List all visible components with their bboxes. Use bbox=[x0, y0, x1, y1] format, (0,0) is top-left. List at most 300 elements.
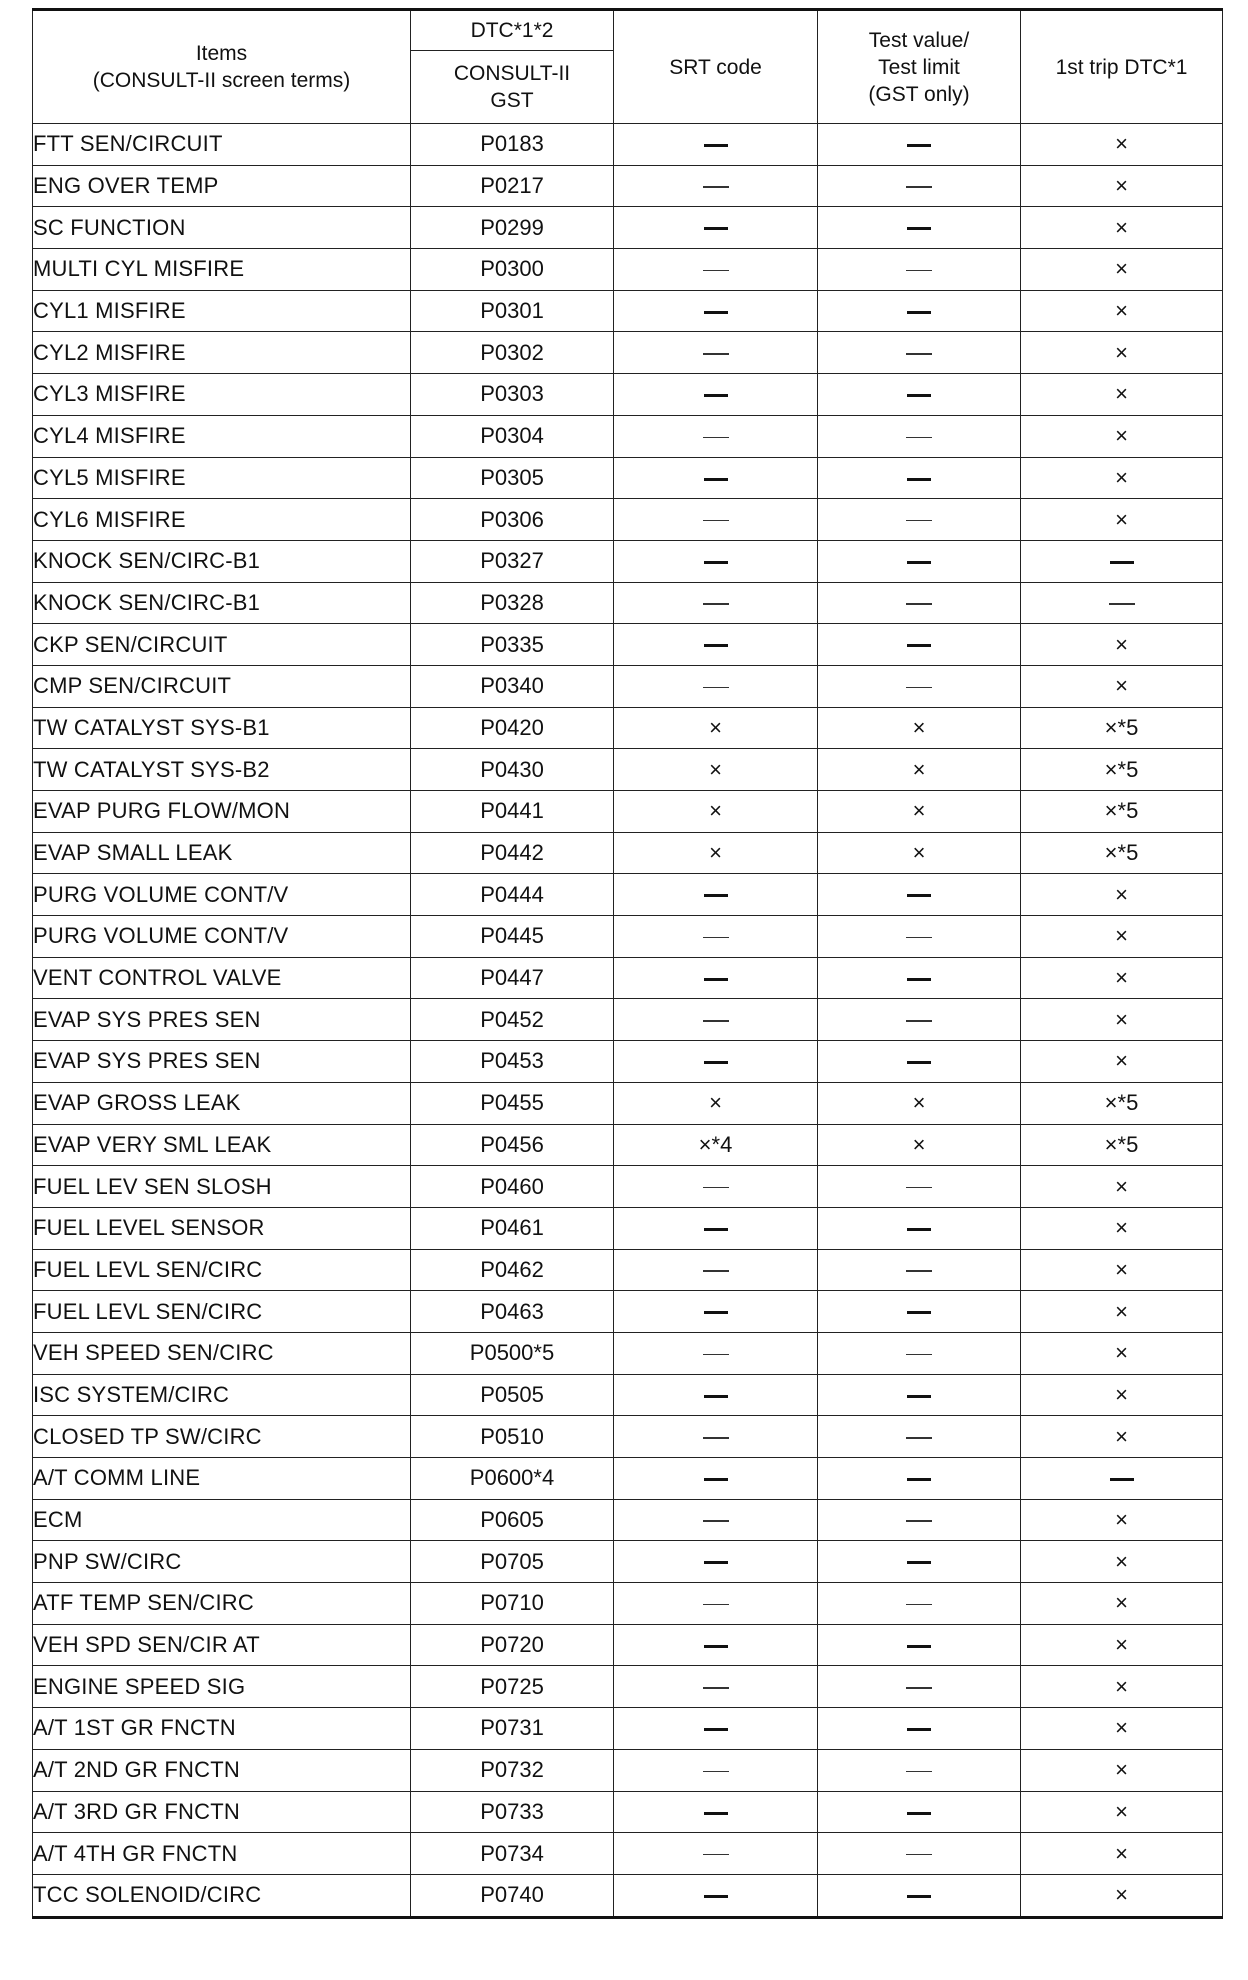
dtc-cell: P0444 bbox=[411, 874, 614, 916]
first-trip-dtc-cell: ×*5 bbox=[1021, 749, 1223, 791]
dash-mark bbox=[906, 687, 932, 689]
first-trip-dtc-cell: × bbox=[1021, 665, 1223, 707]
item-cell: A/T 1ST GR FNCTN bbox=[33, 1708, 411, 1750]
dtc-cell: P0300 bbox=[411, 249, 614, 291]
table-row bbox=[33, 1041, 1223, 1083]
srt-code-cell bbox=[614, 1791, 818, 1833]
dash-mark bbox=[906, 1270, 932, 1272]
table-row bbox=[33, 1791, 1223, 1833]
srt-code-cell bbox=[614, 1874, 818, 1917]
table-row bbox=[33, 540, 1223, 582]
dtc-cell: P0304 bbox=[411, 415, 614, 457]
dtc-cell: P0303 bbox=[411, 374, 614, 416]
dash-mark bbox=[906, 1771, 932, 1773]
dash-mark bbox=[906, 437, 932, 439]
test-value-cell: × bbox=[818, 832, 1021, 874]
item-cell: SC FUNCTION bbox=[33, 207, 411, 249]
test-value-cell: × bbox=[818, 791, 1021, 833]
header-test-line1: Test value/ bbox=[868, 28, 970, 52]
dash-mark bbox=[704, 1895, 728, 1898]
table-row bbox=[33, 1666, 1223, 1708]
dash-mark bbox=[1110, 1478, 1134, 1481]
test-value-cell bbox=[818, 999, 1021, 1041]
dash-mark bbox=[704, 394, 728, 397]
test-value-cell bbox=[818, 1624, 1021, 1666]
dtc-cell: P0306 bbox=[411, 499, 614, 541]
table-row bbox=[33, 1833, 1223, 1875]
item-cell: CYL4 MISFIRE bbox=[33, 415, 411, 457]
test-value-cell bbox=[818, 457, 1021, 499]
dtc-cell: P0447 bbox=[411, 957, 614, 999]
srt-code-cell: × bbox=[614, 832, 818, 874]
srt-code-cell bbox=[614, 1166, 818, 1208]
srt-code-cell bbox=[614, 1833, 818, 1875]
dash-mark bbox=[703, 520, 729, 522]
dash-mark bbox=[703, 270, 729, 272]
table-row bbox=[33, 332, 1223, 374]
dash-mark bbox=[703, 937, 729, 939]
dash-mark bbox=[703, 1270, 729, 1272]
test-value-cell bbox=[818, 665, 1021, 707]
dash-mark bbox=[703, 437, 729, 439]
first-trip-dtc-cell: × bbox=[1021, 1416, 1223, 1458]
table-row bbox=[33, 665, 1223, 707]
dash-mark bbox=[1110, 561, 1134, 564]
dash-mark bbox=[907, 1311, 931, 1314]
dtc-cell: P0710 bbox=[411, 1583, 614, 1625]
first-trip-dtc-cell: × bbox=[1021, 165, 1223, 207]
test-value-cell bbox=[818, 374, 1021, 416]
srt-code-cell bbox=[614, 1666, 818, 1708]
first-trip-dtc-cell: ×*5 bbox=[1021, 1124, 1223, 1166]
dtc-cell: P0301 bbox=[411, 290, 614, 332]
dtc-cell: P0453 bbox=[411, 1041, 614, 1083]
dash-mark bbox=[704, 1311, 728, 1314]
dtc-cell: P0733 bbox=[411, 1791, 614, 1833]
srt-code-cell bbox=[614, 1458, 818, 1500]
srt-code-cell bbox=[614, 624, 818, 666]
first-trip-dtc-cell: × bbox=[1021, 415, 1223, 457]
dash-mark bbox=[704, 894, 728, 897]
srt-code-cell bbox=[614, 1041, 818, 1083]
dash-mark bbox=[907, 1812, 931, 1815]
first-trip-dtc-cell: ×*5 bbox=[1021, 791, 1223, 833]
test-value-cell bbox=[818, 1416, 1021, 1458]
item-cell: A/T 4TH GR FNCTN bbox=[33, 1833, 411, 1875]
first-trip-dtc-cell: × bbox=[1021, 290, 1223, 332]
item-cell: VENT CONTROL VALVE bbox=[33, 957, 411, 999]
item-cell: EVAP VERY SML LEAK bbox=[33, 1124, 411, 1166]
header-dtc-sub-line2: GST bbox=[490, 89, 534, 112]
test-value-cell bbox=[818, 1583, 1021, 1625]
item-cell: ATF TEMP SEN/CIRC bbox=[33, 1583, 411, 1625]
first-trip-dtc-cell: × bbox=[1021, 457, 1223, 499]
srt-code-cell bbox=[614, 374, 818, 416]
item-cell: A/T COMM LINE bbox=[33, 1458, 411, 1500]
header-dtc-group: DTC*1*2 bbox=[411, 10, 614, 51]
dtc-cell: P0463 bbox=[411, 1291, 614, 1333]
table-row bbox=[33, 832, 1223, 874]
dash-mark bbox=[907, 1395, 931, 1398]
dash-mark bbox=[704, 227, 728, 230]
srt-code-cell: × bbox=[614, 749, 818, 791]
item-cell: TCC SOLENOID/CIRC bbox=[33, 1874, 411, 1917]
item-cell: FUEL LEVL SEN/CIRC bbox=[33, 1291, 411, 1333]
table-row bbox=[33, 957, 1223, 999]
item-cell: CYL6 MISFIRE bbox=[33, 499, 411, 541]
dtc-cell: P0299 bbox=[411, 207, 614, 249]
dash-mark bbox=[704, 1645, 728, 1648]
dash-mark bbox=[703, 353, 729, 355]
srt-code-cell bbox=[614, 1332, 818, 1374]
dtc-cell: P0430 bbox=[411, 749, 614, 791]
table-row bbox=[33, 999, 1223, 1041]
dash-mark bbox=[906, 1354, 932, 1356]
dtc-cell: P0725 bbox=[411, 1666, 614, 1708]
dtc-cell: P0500*5 bbox=[411, 1332, 614, 1374]
dtc-cell: P0731 bbox=[411, 1708, 614, 1750]
dash-mark bbox=[906, 1187, 932, 1189]
dash-mark bbox=[906, 1854, 932, 1856]
srt-code-cell bbox=[614, 540, 818, 582]
item-cell: EVAP GROSS LEAK bbox=[33, 1082, 411, 1124]
table-row bbox=[33, 1124, 1223, 1166]
dtc-cell: P0420 bbox=[411, 707, 614, 749]
srt-code-cell bbox=[614, 1541, 818, 1583]
first-trip-dtc-cell: × bbox=[1021, 374, 1223, 416]
dash-mark bbox=[906, 1604, 932, 1606]
table-row bbox=[33, 1082, 1223, 1124]
table-row bbox=[33, 874, 1223, 916]
dash-mark bbox=[1109, 603, 1135, 605]
dtc-cell: P0445 bbox=[411, 916, 614, 958]
item-cell: ISC SYSTEM/CIRC bbox=[33, 1374, 411, 1416]
srt-code-cell bbox=[614, 1207, 818, 1249]
table-row bbox=[33, 1749, 1223, 1791]
dash-mark bbox=[906, 186, 932, 188]
table-body bbox=[33, 124, 1223, 1918]
test-value-cell bbox=[818, 1458, 1021, 1500]
table-row bbox=[33, 1708, 1223, 1750]
table-row bbox=[33, 1332, 1223, 1374]
item-cell: FUEL LEVEL SENSOR bbox=[33, 1207, 411, 1249]
dash-mark bbox=[704, 1728, 728, 1731]
item-cell: FTT SEN/CIRCUIT bbox=[33, 124, 411, 166]
item-cell: PURG VOLUME CONT/V bbox=[33, 916, 411, 958]
table-row bbox=[33, 1207, 1223, 1249]
table-row bbox=[33, 582, 1223, 624]
first-trip-dtc-cell: × bbox=[1021, 1541, 1223, 1583]
first-trip-dtc-cell: × bbox=[1021, 1624, 1223, 1666]
dash-mark bbox=[906, 1520, 932, 1522]
dash-mark bbox=[906, 270, 932, 272]
dash-mark bbox=[907, 1561, 931, 1564]
dash-mark bbox=[704, 1395, 728, 1398]
table-row bbox=[33, 374, 1223, 416]
dtc-cell: P0183 bbox=[411, 124, 614, 166]
dash-mark bbox=[704, 1228, 728, 1231]
first-trip-dtc-cell: × bbox=[1021, 957, 1223, 999]
test-value-cell bbox=[818, 1833, 1021, 1875]
header-dtc-sub bbox=[411, 51, 614, 124]
first-trip-dtc-cell: × bbox=[1021, 624, 1223, 666]
item-cell: KNOCK SEN/CIRC-B1 bbox=[33, 582, 411, 624]
dtc-cell: P0442 bbox=[411, 832, 614, 874]
dtc-cell: P0600*4 bbox=[411, 1458, 614, 1500]
srt-code-cell bbox=[614, 1374, 818, 1416]
first-trip-dtc-cell: ×*5 bbox=[1021, 1082, 1223, 1124]
item-cell: ENG OVER TEMP bbox=[33, 165, 411, 207]
dash-mark bbox=[907, 1895, 931, 1898]
srt-code-cell bbox=[614, 916, 818, 958]
dtc-cell: P0720 bbox=[411, 1624, 614, 1666]
srt-code-cell: ×*4 bbox=[614, 1124, 818, 1166]
header-1st-trip-dtc: 1st trip DTC*1 bbox=[1021, 10, 1223, 124]
item-cell: A/T 2ND GR FNCTN bbox=[33, 1749, 411, 1791]
item-cell: ECM bbox=[33, 1499, 411, 1541]
srt-code-cell: × bbox=[614, 1082, 818, 1124]
srt-code-cell bbox=[614, 999, 818, 1041]
item-cell: CYL2 MISFIRE bbox=[33, 332, 411, 374]
dash-mark bbox=[906, 937, 932, 939]
item-cell: EVAP SYS PRES SEN bbox=[33, 999, 411, 1041]
table-row bbox=[33, 457, 1223, 499]
srt-code-cell bbox=[614, 415, 818, 457]
test-value-cell bbox=[818, 415, 1021, 457]
dash-mark bbox=[703, 1854, 729, 1856]
item-cell: EVAP SYS PRES SEN bbox=[33, 1041, 411, 1083]
srt-code-cell bbox=[614, 1249, 818, 1291]
table-row bbox=[33, 290, 1223, 332]
dash-mark bbox=[704, 1061, 728, 1064]
table-row bbox=[33, 1583, 1223, 1625]
dash-mark bbox=[703, 1604, 729, 1606]
dtc-table-sheet bbox=[32, 8, 1223, 1919]
srt-code-cell: × bbox=[614, 791, 818, 833]
test-value-cell bbox=[818, 582, 1021, 624]
first-trip-dtc-cell: × bbox=[1021, 124, 1223, 166]
first-trip-dtc-cell: × bbox=[1021, 1499, 1223, 1541]
test-value-cell bbox=[818, 1666, 1021, 1708]
dtc-cell: P0461 bbox=[411, 1207, 614, 1249]
srt-code-cell bbox=[614, 1499, 818, 1541]
table-row bbox=[33, 165, 1223, 207]
test-value-cell bbox=[818, 1874, 1021, 1917]
first-trip-dtc-cell: × bbox=[1021, 1749, 1223, 1791]
first-trip-dtc-cell: × bbox=[1021, 1833, 1223, 1875]
table-row bbox=[33, 916, 1223, 958]
header-items-line1: Items bbox=[195, 42, 248, 65]
test-value-cell bbox=[818, 1249, 1021, 1291]
srt-code-cell bbox=[614, 124, 818, 166]
item-cell: EVAP PURG FLOW/MON bbox=[33, 791, 411, 833]
dash-mark bbox=[906, 1437, 932, 1439]
first-trip-dtc-cell: ×*5 bbox=[1021, 832, 1223, 874]
first-trip-dtc-cell: × bbox=[1021, 1791, 1223, 1833]
dash-mark bbox=[906, 1020, 932, 1022]
dash-mark bbox=[704, 644, 728, 647]
dash-mark bbox=[907, 1728, 931, 1731]
first-trip-dtc-cell: × bbox=[1021, 1666, 1223, 1708]
dash-mark bbox=[907, 644, 931, 647]
first-trip-dtc-cell bbox=[1021, 582, 1223, 624]
srt-code-cell bbox=[614, 1583, 818, 1625]
dash-mark bbox=[907, 978, 931, 981]
dash-mark bbox=[703, 687, 729, 689]
dash-mark bbox=[703, 1437, 729, 1439]
header-dtc-sub-line1: CONSULT-II bbox=[453, 62, 571, 85]
dash-mark bbox=[907, 311, 931, 314]
dtc-cell: P0732 bbox=[411, 1749, 614, 1791]
srt-code-cell: × bbox=[614, 707, 818, 749]
test-value-cell bbox=[818, 540, 1021, 582]
dash-mark bbox=[704, 1812, 728, 1815]
srt-code-cell bbox=[614, 207, 818, 249]
dtc-cell: P0462 bbox=[411, 1249, 614, 1291]
test-value-cell bbox=[818, 165, 1021, 207]
first-trip-dtc-cell: × bbox=[1021, 874, 1223, 916]
first-trip-dtc-cell: × bbox=[1021, 1332, 1223, 1374]
table-row bbox=[33, 624, 1223, 666]
header-test-line3: (GST only) bbox=[868, 82, 970, 106]
dtc-cell: P0441 bbox=[411, 791, 614, 833]
dash-mark bbox=[907, 894, 931, 897]
dash-mark bbox=[704, 1478, 728, 1481]
item-cell: KNOCK SEN/CIRC-B1 bbox=[33, 540, 411, 582]
first-trip-dtc-cell: × bbox=[1021, 1583, 1223, 1625]
dash-mark bbox=[704, 561, 728, 564]
dash-mark bbox=[906, 603, 932, 605]
first-trip-dtc-cell: × bbox=[1021, 499, 1223, 541]
dtc-cell: P0302 bbox=[411, 332, 614, 374]
srt-code-cell bbox=[614, 665, 818, 707]
dtc-cell: P0217 bbox=[411, 165, 614, 207]
item-cell: EVAP SMALL LEAK bbox=[33, 832, 411, 874]
dash-mark bbox=[704, 478, 728, 481]
dash-mark bbox=[704, 144, 728, 147]
dash-mark bbox=[704, 978, 728, 981]
dash-mark bbox=[703, 186, 729, 188]
item-cell: A/T 3RD GR FNCTN bbox=[33, 1791, 411, 1833]
test-value-cell bbox=[818, 1374, 1021, 1416]
test-value-cell: × bbox=[818, 707, 1021, 749]
srt-code-cell bbox=[614, 457, 818, 499]
srt-code-cell bbox=[614, 249, 818, 291]
first-trip-dtc-cell: × bbox=[1021, 207, 1223, 249]
test-value-cell: × bbox=[818, 1082, 1021, 1124]
first-trip-dtc-cell: × bbox=[1021, 1166, 1223, 1208]
table-row bbox=[33, 1874, 1223, 1917]
srt-code-cell bbox=[614, 332, 818, 374]
item-cell: VEH SPD SEN/CIR AT bbox=[33, 1624, 411, 1666]
test-value-cell bbox=[818, 1041, 1021, 1083]
test-value-cell bbox=[818, 290, 1021, 332]
dash-mark bbox=[907, 1228, 931, 1231]
dash-mark bbox=[703, 1687, 729, 1689]
test-value-cell bbox=[818, 1291, 1021, 1333]
first-trip-dtc-cell: × bbox=[1021, 1207, 1223, 1249]
first-trip-dtc-cell: × bbox=[1021, 1708, 1223, 1750]
dash-mark bbox=[907, 1478, 931, 1481]
item-cell: CLOSED TP SW/CIRC bbox=[33, 1416, 411, 1458]
table-row bbox=[33, 1624, 1223, 1666]
first-trip-dtc-cell: × bbox=[1021, 249, 1223, 291]
first-trip-dtc-cell: × bbox=[1021, 1874, 1223, 1917]
header-items-line2: (CONSULT-II screen terms) bbox=[92, 69, 351, 92]
dash-mark bbox=[907, 561, 931, 564]
header-test-line2: Test limit bbox=[878, 55, 960, 79]
dash-mark bbox=[906, 520, 932, 522]
dtc-cell: P0740 bbox=[411, 1874, 614, 1917]
dash-mark bbox=[703, 1771, 729, 1773]
table-row bbox=[33, 1458, 1223, 1500]
table-row bbox=[33, 1166, 1223, 1208]
srt-code-cell bbox=[614, 499, 818, 541]
header-srt-code: SRT code bbox=[614, 10, 818, 124]
item-cell: CYL5 MISFIRE bbox=[33, 457, 411, 499]
test-value-cell: × bbox=[818, 749, 1021, 791]
dtc-cell: P0452 bbox=[411, 999, 614, 1041]
srt-code-cell bbox=[614, 874, 818, 916]
srt-code-cell bbox=[614, 1708, 818, 1750]
first-trip-dtc-cell bbox=[1021, 540, 1223, 582]
item-cell: CKP SEN/CIRCUIT bbox=[33, 624, 411, 666]
srt-code-cell bbox=[614, 957, 818, 999]
first-trip-dtc-cell: × bbox=[1021, 1249, 1223, 1291]
dtc-cell: P0734 bbox=[411, 1833, 614, 1875]
test-value-cell bbox=[818, 1332, 1021, 1374]
table-row bbox=[33, 707, 1223, 749]
dtc-cell: P0335 bbox=[411, 624, 614, 666]
table-row bbox=[33, 499, 1223, 541]
dash-mark bbox=[703, 1020, 729, 1022]
test-value-cell bbox=[818, 332, 1021, 374]
first-trip-dtc-cell bbox=[1021, 1458, 1223, 1500]
srt-code-cell bbox=[614, 582, 818, 624]
dtc-cell: P0705 bbox=[411, 1541, 614, 1583]
table-row bbox=[33, 415, 1223, 457]
first-trip-dtc-cell: × bbox=[1021, 1291, 1223, 1333]
table-row bbox=[33, 1249, 1223, 1291]
test-value-cell bbox=[818, 1541, 1021, 1583]
item-cell: ENGINE SPEED SIG bbox=[33, 1666, 411, 1708]
dash-mark bbox=[906, 353, 932, 355]
item-cell: PURG VOLUME CONT/V bbox=[33, 874, 411, 916]
dtc-cell: P0460 bbox=[411, 1166, 614, 1208]
test-value-cell bbox=[818, 1791, 1021, 1833]
dash-mark bbox=[907, 1645, 931, 1648]
dtc-cell: P0605 bbox=[411, 1499, 614, 1541]
dash-mark bbox=[703, 1354, 729, 1356]
test-value-cell bbox=[818, 249, 1021, 291]
dash-mark bbox=[704, 1561, 728, 1564]
dtc-cell: P0328 bbox=[411, 582, 614, 624]
item-cell: FUEL LEVL SEN/CIRC bbox=[33, 1249, 411, 1291]
first-trip-dtc-cell: × bbox=[1021, 916, 1223, 958]
dtc-cell: P0505 bbox=[411, 1374, 614, 1416]
dtc-cell: P0510 bbox=[411, 1416, 614, 1458]
srt-code-cell bbox=[614, 290, 818, 332]
item-cell: VEH SPEED SEN/CIRC bbox=[33, 1332, 411, 1374]
test-value-cell bbox=[818, 874, 1021, 916]
dash-mark bbox=[907, 144, 931, 147]
test-value-cell bbox=[818, 1166, 1021, 1208]
dtc-cell: P0455 bbox=[411, 1082, 614, 1124]
table-row bbox=[33, 1541, 1223, 1583]
first-trip-dtc-cell: × bbox=[1021, 1374, 1223, 1416]
item-cell: TW CATALYST SYS-B1 bbox=[33, 707, 411, 749]
item-cell: TW CATALYST SYS-B2 bbox=[33, 749, 411, 791]
